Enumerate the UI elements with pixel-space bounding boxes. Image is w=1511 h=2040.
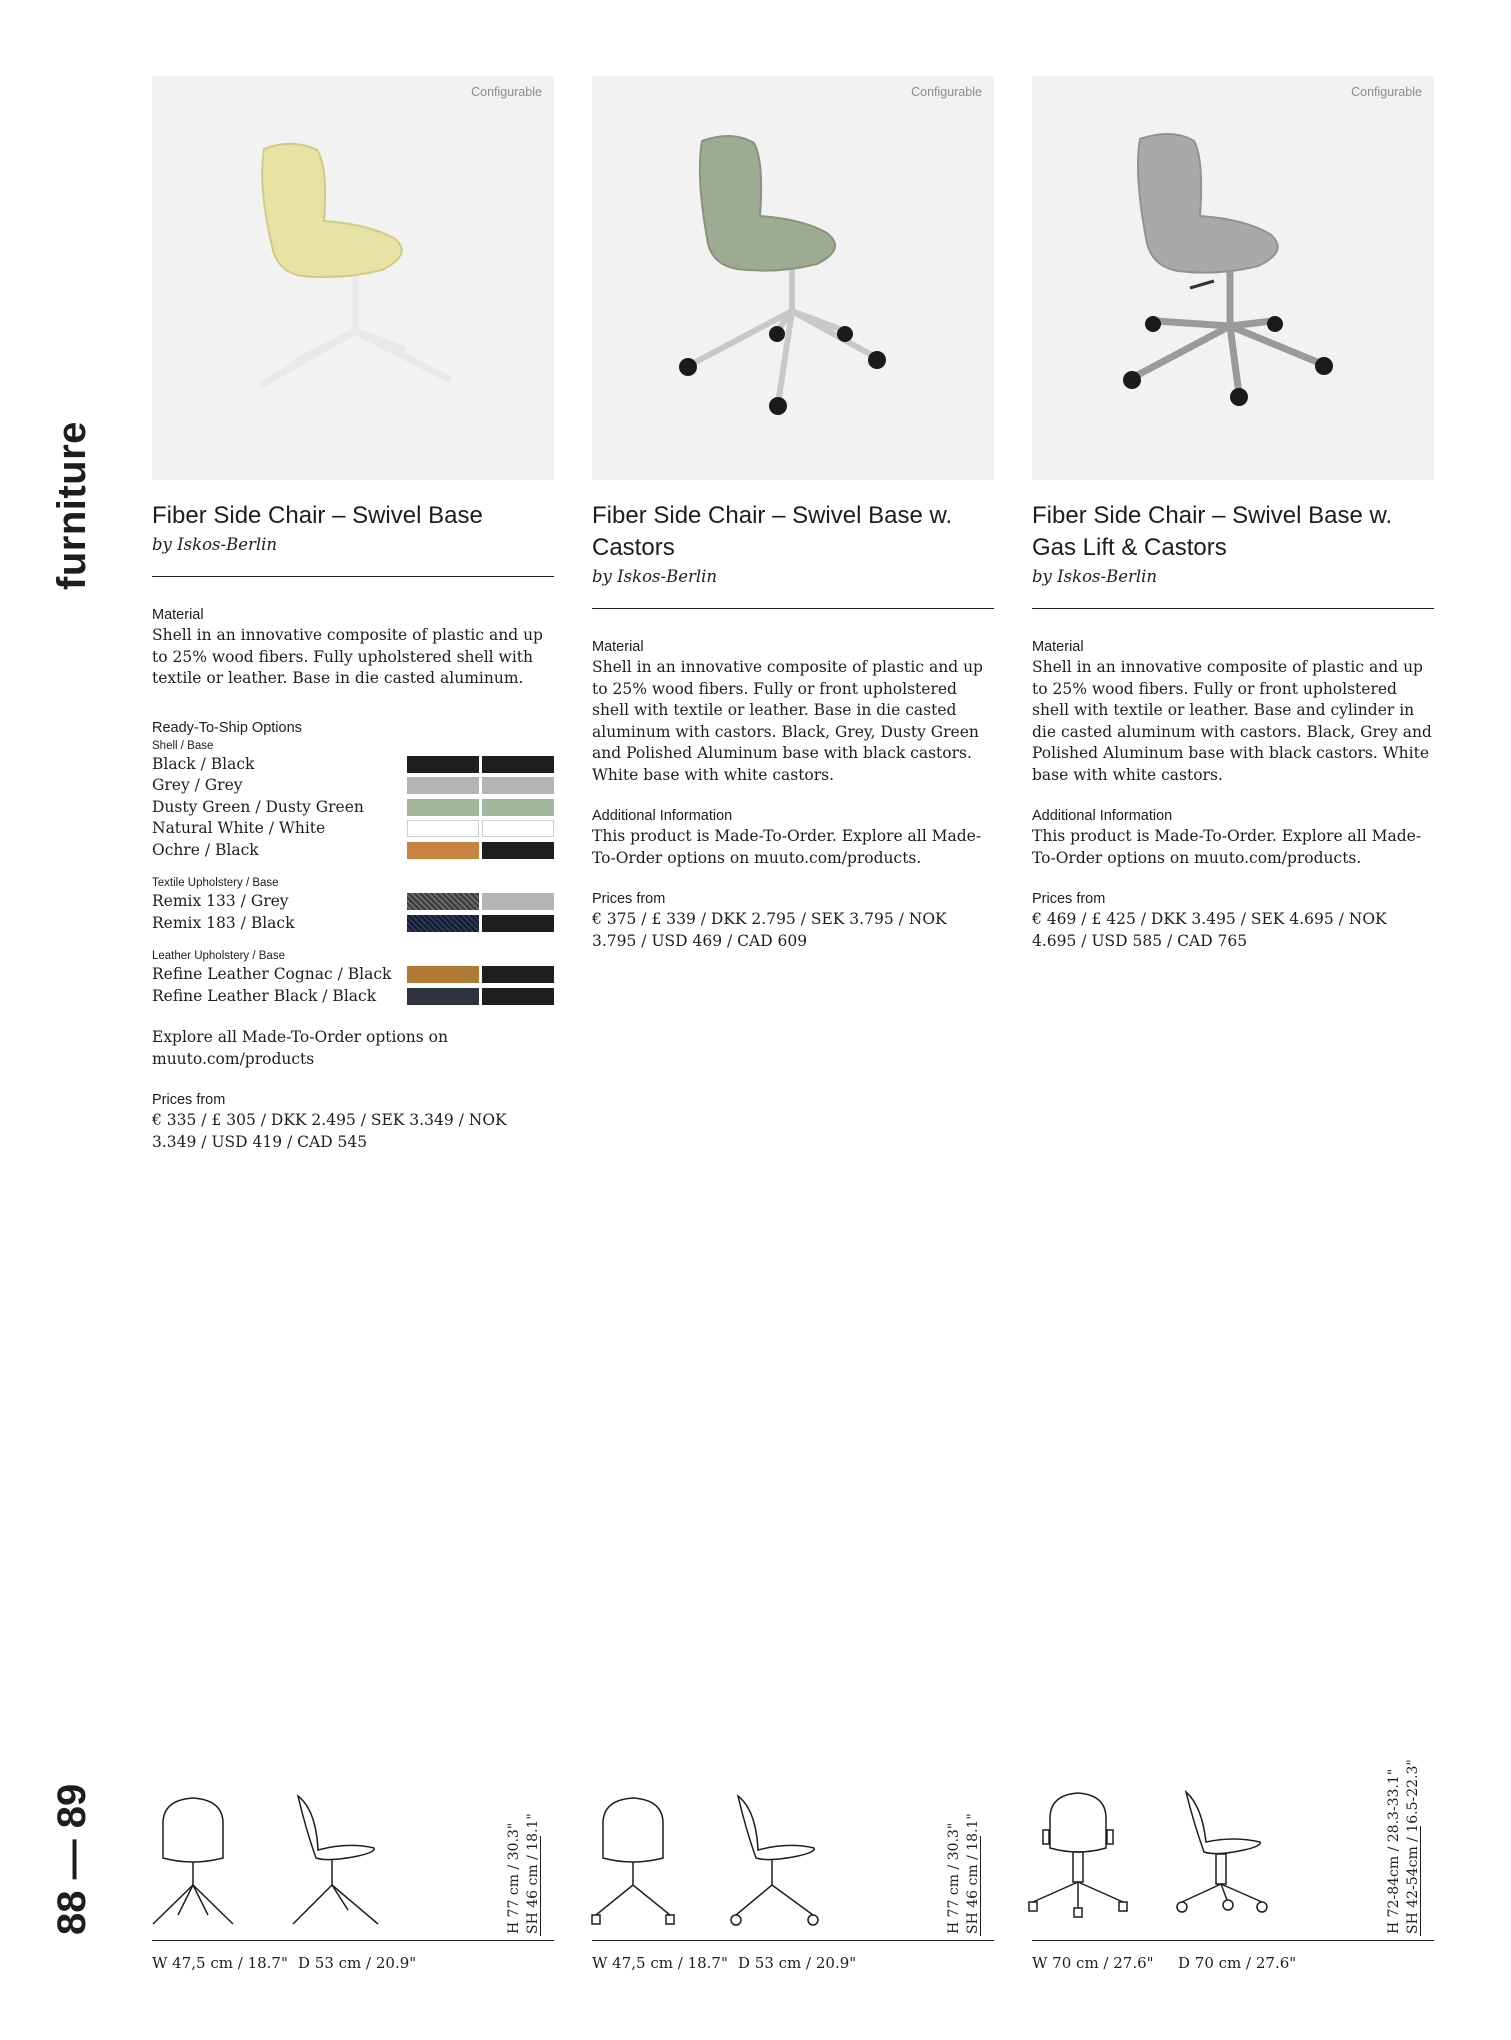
depth-dimension-text: D 70 cm / 27.6" <box>1178 1954 1297 1972</box>
base-swatch <box>482 820 554 837</box>
dimension-divider <box>152 1940 554 1941</box>
width-dimension-text: W 47,5 cm / 18.7" <box>152 1954 288 1972</box>
base-swatch <box>482 893 554 910</box>
option-row[interactable] <box>152 986 554 1008</box>
material-heading: Material <box>592 639 644 655</box>
product-column-3 <box>1032 76 1434 952</box>
product-photo[interactable] <box>592 76 994 480</box>
prices-heading: Prices from <box>152 1092 226 1108</box>
base-swatch <box>482 966 554 983</box>
option-label: Natural White / White <box>152 819 326 837</box>
side-view-drawing <box>1172 1790 1322 1930</box>
additional-info-text: This product is Made-To-Order. Explore all Made-To-Order options on muuto.com/products. <box>1032 827 1422 867</box>
option-row[interactable] <box>152 964 554 986</box>
option-row[interactable] <box>152 891 554 913</box>
chair-castors-image <box>592 76 994 480</box>
option-label: Dusty Green / Dusty Green <box>152 797 364 816</box>
chair-shell <box>1138 134 1278 273</box>
configurable-badge: Configurable <box>911 85 982 99</box>
option-label: Remix 133 / Grey <box>152 892 289 910</box>
height-dimension-text: H 77 cm / 30.3" <box>946 1822 962 1934</box>
shell-swatch <box>407 799 479 816</box>
product-title: Fiber Side Chair – Swivel Base w. Castors <box>592 502 953 561</box>
divider <box>152 576 554 577</box>
side-view-drawing <box>288 1790 438 1930</box>
explore-text[interactable]: Explore all Made-To-Order options on muuto.com/products <box>152 1028 448 1068</box>
leather-options <box>152 964 554 1007</box>
product-title: Fiber Side Chair – Swivel Base w. Gas Lift & Castors <box>1032 502 1393 561</box>
additional-info-heading: Additional Information <box>1032 808 1173 824</box>
divider <box>1032 608 1434 609</box>
shell-base-options <box>152 754 554 862</box>
base-swatch <box>482 756 554 773</box>
dimension-divider <box>1032 1940 1434 1941</box>
side-view-drawing <box>728 1790 878 1930</box>
product-column-1 <box>152 76 554 1153</box>
seat-height-dimension-text: SH 46 cm / 18.1" <box>965 1813 981 1934</box>
depth-dimension-text: D 53 cm / 20.9" <box>738 1954 857 1972</box>
additional-info-text: This product is Made-To-Order. Explore all Made-To-Order options on muuto.com/products. <box>592 827 982 867</box>
prices-text: € 335 / £ 305 / DKK 2.495 / SEK 3.349 / NOK 3.349 / USD 419 / CAD 545 <box>152 1111 507 1151</box>
shell-base-heading: Shell / Base <box>152 739 214 752</box>
option-label: Remix 183 / Black <box>152 913 295 932</box>
option-label: Refine Leather Cognac / Black <box>152 965 392 983</box>
configurable-badge: Configurable <box>471 85 542 99</box>
front-view-drawing <box>588 1790 738 1930</box>
width-dimension-text: W 47,5 cm / 18.7" <box>592 1954 728 1972</box>
front-view-drawing <box>1028 1790 1178 1930</box>
base-swatch <box>482 915 554 932</box>
height-dimension-text: H 77 cm / 30.3" <box>506 1822 522 1934</box>
product-photo[interactable] <box>1032 76 1434 480</box>
material-text: Shell in an innovative composite of plastic and up to 25% wood fibers. Fully or front upholstered shell with textile or leather. Base in die casted aluminum with castors. Black, Grey, Dusty Green and Polished Aluminum base with black castors. White base with white castors. <box>592 658 983 784</box>
designer-byline: by Iskos-Berlin <box>1032 567 1158 586</box>
material-text: Shell in an innovative composite of plastic and up to 25% wood fibers. Fully upholstered shell with textile or leather. Base in die casted aluminum. <box>152 626 543 687</box>
chair-shell <box>262 144 401 277</box>
width-dimension-text: W 70 cm / 27.6" <box>1032 1954 1154 1972</box>
shell-swatch <box>407 777 479 794</box>
designer-byline: by Iskos-Berlin <box>152 535 278 554</box>
material-heading: Material <box>1032 639 1084 655</box>
textile-heading: Textile Upholstery / Base <box>152 877 279 889</box>
textile-options <box>152 891 554 934</box>
ready-to-ship-heading: Ready-To-Ship Options <box>152 719 302 736</box>
product-column-2 <box>592 76 994 952</box>
designer-byline: by Iskos-Berlin <box>592 567 718 586</box>
product-title: Fiber Side Chair – Swivel Base <box>152 502 483 529</box>
chair-shell <box>700 136 835 271</box>
base-swatch <box>482 799 554 816</box>
base-swatch <box>482 842 554 859</box>
leather-swatch <box>407 966 479 983</box>
chair-swivel-image <box>152 76 554 480</box>
leather-heading: Leather Upholstery / Base <box>152 950 285 962</box>
divider <box>592 608 994 609</box>
option-row[interactable] <box>152 754 554 776</box>
option-label: Refine Leather Black / Black <box>152 986 377 1005</box>
option-row[interactable] <box>152 840 554 862</box>
prices-heading: Prices from <box>1032 891 1106 907</box>
shell-swatch <box>407 756 479 773</box>
option-row[interactable] <box>152 818 554 840</box>
seat-height-dimension-text: SH 42-54cm / 16.5-22.3" <box>1405 1759 1421 1934</box>
page-numbers: 88 — 89 <box>50 1783 94 1935</box>
material-text: Shell in an innovative composite of plastic and up to 25% wood fibers. Fully or front upholstered shell with textile or leather. Base and cylinder in die casted aluminum with castors. Black, Grey and Polished Aluminum base with black castors. White base with white castors. <box>1032 658 1432 784</box>
seat-height-dimension-text: SH 46 cm / 18.1" <box>525 1813 541 1934</box>
leather-swatch <box>407 988 479 1005</box>
configurable-badge: Configurable <box>1351 85 1422 99</box>
material-heading: Material <box>152 607 204 623</box>
base-swatch <box>482 777 554 794</box>
option-label: Ochre / Black <box>152 840 259 859</box>
base-swatch <box>482 988 554 1005</box>
additional-info-heading: Additional Information <box>592 808 733 824</box>
prices-text: € 469 / £ 425 / DKK 3.495 / SEK 4.695 / NOK 4.695 / USD 585 / CAD 765 <box>1032 910 1387 950</box>
product-photo[interactable] <box>152 76 554 480</box>
height-dimension-text: H 72-84cm / 28.3-33.1" <box>1386 1768 1402 1934</box>
section-label: furniture <box>50 421 94 590</box>
chair-gaslift-image <box>1032 76 1434 480</box>
prices-heading: Prices from <box>592 891 666 907</box>
option-row[interactable] <box>152 913 554 935</box>
dimension-divider <box>592 1940 994 1941</box>
front-view-drawing <box>148 1790 298 1930</box>
shell-swatch <box>407 820 479 837</box>
option-label: Black / Black <box>152 754 255 773</box>
option-row[interactable] <box>152 775 554 797</box>
depth-dimension-text: D 53 cm / 20.9" <box>298 1954 417 1972</box>
shell-swatch <box>407 842 479 859</box>
option-label: Grey / Grey <box>152 776 243 794</box>
prices-text: € 375 / £ 339 / DKK 2.795 / SEK 3.795 / NOK 3.795 / USD 469 / CAD 609 <box>592 910 947 950</box>
textile-swatch <box>407 893 479 910</box>
option-row[interactable] <box>152 797 554 819</box>
textile-swatch <box>407 915 479 932</box>
